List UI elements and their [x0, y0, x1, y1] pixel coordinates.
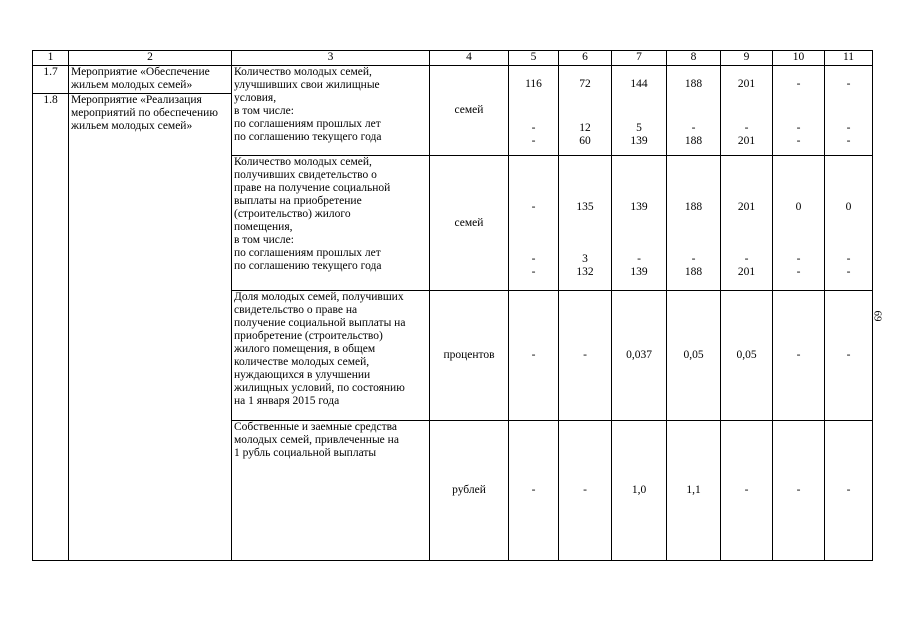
value: 201 — [737, 266, 756, 278]
text-line: молодых семей, привлеченные на — [234, 434, 399, 446]
value: 5 — [636, 122, 642, 134]
text-line: жилого помещения, в общем — [234, 343, 376, 355]
value-cell: - — [721, 421, 773, 561]
text-line: в том числе: — [234, 105, 294, 117]
value: - — [691, 253, 696, 265]
value: - — [637, 253, 641, 265]
text-line: Количество молодых семей, — [234, 66, 372, 78]
page-number: 69 — [871, 310, 884, 322]
text-line: праве на получение социальной — [234, 182, 391, 194]
value: - — [796, 266, 801, 278]
value: 3 — [582, 253, 588, 265]
value: 201 — [737, 201, 756, 213]
value: 201 — [737, 135, 756, 147]
value-cell — [612, 156, 667, 291]
value-cell — [773, 156, 825, 291]
value: - — [846, 78, 851, 90]
value-cell: - — [559, 421, 612, 561]
indicator-description — [232, 291, 430, 421]
value: 139 — [630, 201, 648, 213]
unit-cell: семей — [430, 66, 509, 156]
value: - — [796, 78, 801, 90]
value: - — [531, 122, 536, 134]
value-cell: - — [509, 421, 559, 561]
value-cell — [509, 156, 559, 291]
value: - — [846, 122, 851, 134]
indicator-description — [232, 156, 430, 291]
value: 135 — [576, 201, 594, 213]
value: 188 — [684, 78, 703, 90]
column-header: 1 — [33, 51, 69, 66]
text-line: по соглашениям прошлых лет — [234, 247, 381, 259]
text-line: Доля молодых семей, получивших — [234, 291, 404, 303]
value-cell — [667, 156, 721, 291]
text-line: получение социальной выплаты на — [234, 317, 406, 329]
table-row — [33, 66, 873, 94]
value: 116 — [525, 78, 542, 90]
text-line: улучшивших свои жилищные — [234, 79, 380, 91]
value-cell — [825, 156, 873, 291]
text-line: по соглашениям прошлых лет — [234, 118, 381, 130]
text-line: (строительство) жилого — [234, 208, 351, 220]
indicator-description — [232, 66, 430, 156]
value: 139 — [630, 266, 648, 278]
value: 0 — [795, 201, 802, 213]
value: 12 — [579, 122, 591, 134]
text-line: на 1 января 2015 года — [234, 395, 340, 407]
column-header: 5 — [509, 51, 559, 66]
text-line: по соглашению текущего года — [234, 260, 382, 272]
value-cell: 1,1 — [667, 421, 721, 561]
value: - — [744, 122, 749, 134]
row-number: 1.8 — [33, 94, 69, 561]
text-line: Количество молодых семей, — [234, 156, 372, 168]
column-header: 9 — [721, 51, 773, 66]
column-header: 8 — [667, 51, 721, 66]
value: - — [531, 135, 536, 147]
value: - — [531, 253, 536, 265]
text-line: по соглашению текущего года — [234, 131, 382, 143]
value: - — [796, 253, 801, 265]
text-line: нуждающихся в улучшении — [234, 369, 371, 381]
value: - — [796, 135, 801, 147]
column-header: 3 — [232, 51, 430, 66]
value: - — [744, 253, 749, 265]
column-header: 4 — [430, 51, 509, 66]
value-cell: - — [773, 421, 825, 561]
value-cell: - — [825, 421, 873, 561]
value-cell — [825, 66, 873, 156]
value: 132 — [576, 266, 594, 278]
value: - — [531, 201, 536, 213]
value: - — [846, 253, 851, 265]
text-line: жилищных условий, по состоянию — [234, 382, 405, 394]
value-cell — [667, 66, 721, 156]
value-cell: - — [825, 291, 873, 421]
text-line: приобретение (строительство) — [234, 330, 383, 342]
unit-cell: процентов — [430, 291, 509, 421]
value: 60 — [579, 135, 591, 147]
value: - — [531, 266, 536, 278]
value-cell — [509, 66, 559, 156]
event-title: Мероприятие «Реализация мероприятий по обеспечению жильем молодых семей» — [69, 94, 232, 561]
text-line: свидетельство о праве на — [234, 304, 358, 316]
value-cell: - — [773, 291, 825, 421]
value-cell — [721, 156, 773, 291]
indicator-lines — [234, 66, 427, 144]
text-line: Собственные и заемные средства — [234, 421, 397, 433]
unit-cell: семей — [430, 156, 509, 291]
column-header: 2 — [69, 51, 232, 66]
value: 144 — [630, 78, 648, 90]
value-cell — [559, 156, 612, 291]
indicator-description — [232, 421, 430, 561]
text-line: получивших свидетельство о — [234, 169, 377, 181]
value-cell: - — [559, 291, 612, 421]
value-cell: 0,05 — [667, 291, 721, 421]
value-cell: 0,05 — [721, 291, 773, 421]
event-title: Мероприятие «Обеспечение жильем молодых семей» — [69, 66, 232, 94]
text-line: в том числе: — [234, 234, 294, 246]
row-number: 1.7 — [33, 66, 69, 94]
value: 139 — [630, 135, 648, 147]
value: - — [796, 122, 801, 134]
value: - — [691, 122, 696, 134]
program-indicators-table — [32, 50, 873, 561]
indicator-lines — [234, 421, 427, 460]
value: 72 — [579, 78, 591, 90]
indicator-lines — [234, 291, 427, 408]
text-line: количестве молодых семей, — [234, 356, 370, 368]
value-cell: 0,037 — [612, 291, 667, 421]
value: - — [846, 135, 851, 147]
value: 0 — [845, 201, 852, 213]
value-cell — [773, 66, 825, 156]
value: - — [846, 266, 851, 278]
text-line: 1 рубль социальной выплаты — [234, 447, 377, 459]
unit-cell: рублей — [430, 421, 509, 561]
column-header: 7 — [612, 51, 667, 66]
column-number-row — [33, 51, 873, 66]
indicator-lines — [234, 156, 427, 273]
value: 188 — [684, 266, 703, 278]
text-line: помещения, — [234, 221, 293, 233]
column-header: 10 — [773, 51, 825, 66]
value: 188 — [684, 135, 703, 147]
column-header: 6 — [559, 51, 612, 66]
column-header: 11 — [825, 51, 873, 66]
value-cell — [721, 66, 773, 156]
text-line: условия, — [234, 92, 277, 104]
value: 188 — [684, 201, 703, 213]
value: 201 — [737, 78, 756, 90]
text-line: выплаты на приобретение — [234, 195, 362, 207]
value-cell — [559, 66, 612, 156]
value-cell — [612, 66, 667, 156]
value-cell: - — [509, 291, 559, 421]
value-cell: 1,0 — [612, 421, 667, 561]
